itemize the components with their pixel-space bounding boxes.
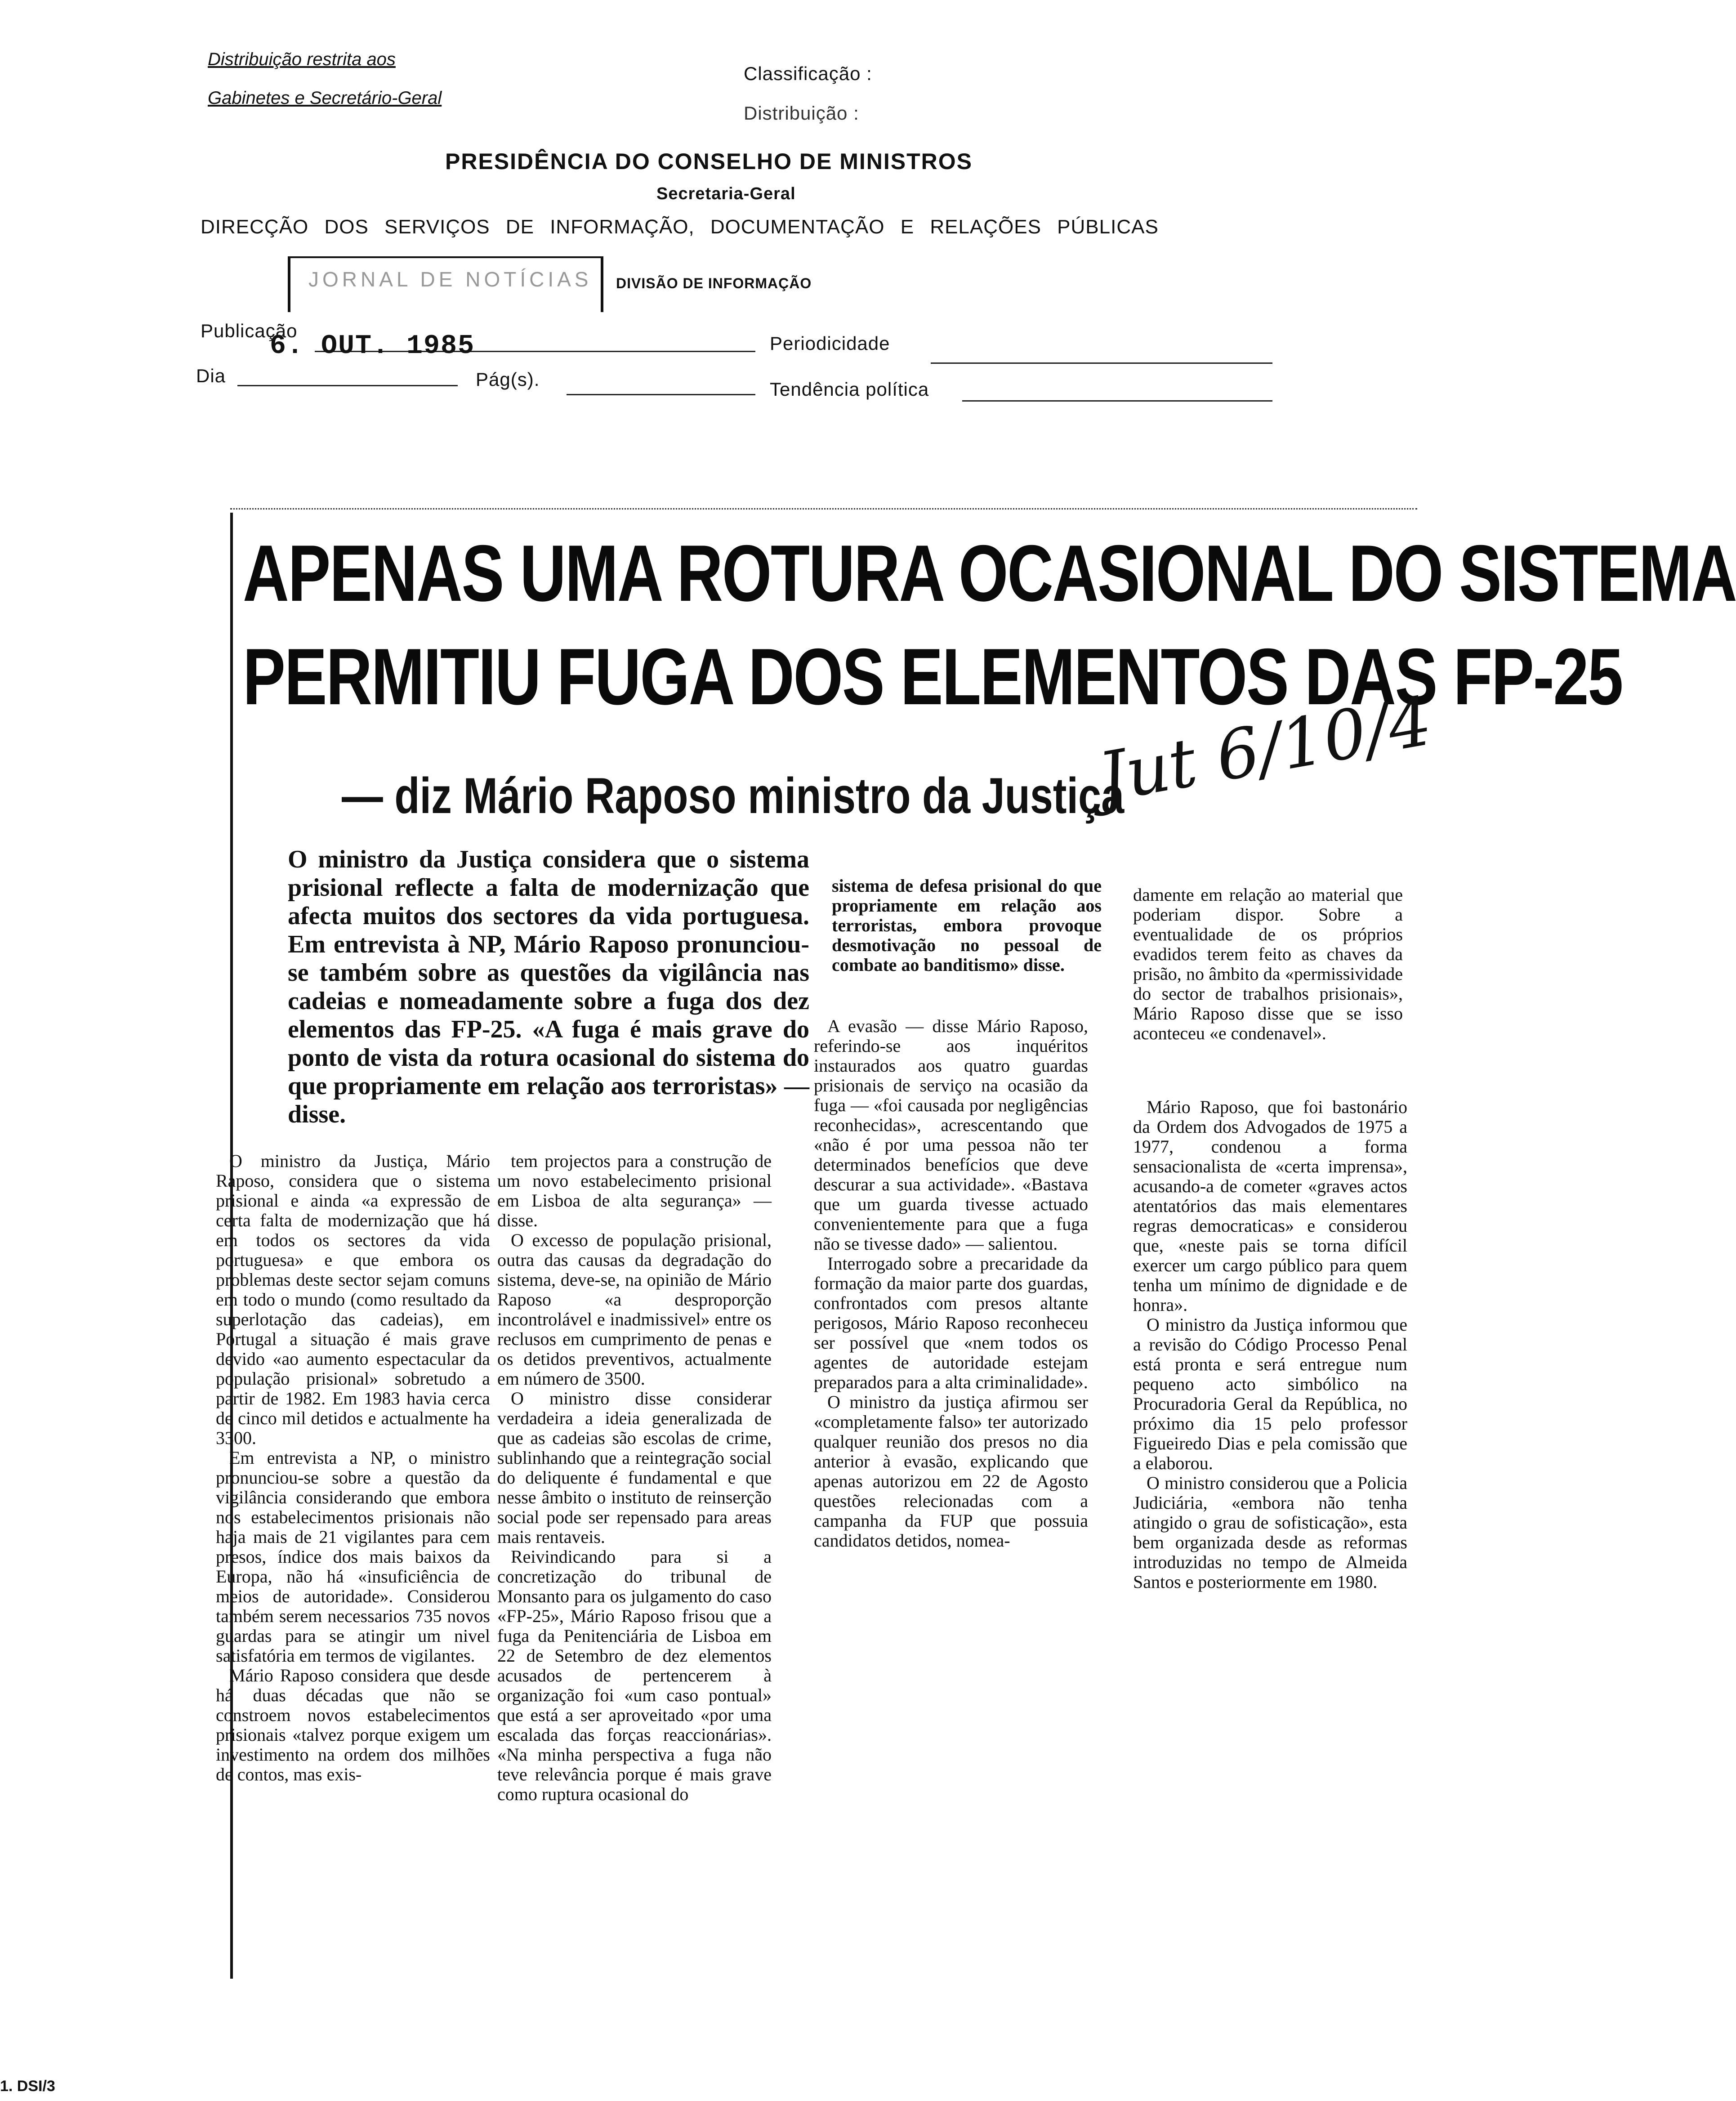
col3-paragraph: O ministro da justiça afirmou ser «completamente falso» ter autorizado qualquer reunião dos presos no dia anterior à evasão, explicando que apenas autorizou em 22 de Agosto questões relecionadas com a campanha da FUP que possuia candidatos detidos, nomea-	[814, 1392, 1088, 1551]
col2-paragraph: O excesso de população prisional, outra das causas da degradação do sistema, deve-se, na opinião de Mário Raposo «a desproporção incontrolável e inadmissivel» entre os reclusos em cumprimento de penas e os detidos preventivos, actualmente em número de 3500.	[497, 1230, 772, 1389]
col1-paragraph: Em entrevista a NP, o ministro pronunciou-se sobre a questão da vigilância considerando que embora nos estabelecimentos prisionais não haja mais de 21 vigilantes para cem presos, índice dos mais baixos da Europa, não há «insuficiência de meios de autoridade». Considerou também serem necessarios 735 novos guardas para se atingir um nivel satisfatória em termos de vigilantes.	[216, 1448, 490, 1666]
pags-label: Pág(s).	[476, 369, 540, 390]
publication-stamp	[288, 256, 603, 312]
periodicidade-label: Periodicidade	[770, 333, 890, 354]
secretaria-geral: Secretaria-Geral	[656, 184, 796, 203]
classificacao-label: Classificação :	[744, 63, 872, 84]
column-3	[814, 1016, 1088, 1551]
direccao-servicos: DIRECÇÃO DOS SERVIÇOS DE INFORMAÇÃO, DOCUMENTAÇÃO E RELAÇÕES PÚBLICAS	[201, 216, 1159, 238]
distribuicao-label: Distribuição :	[744, 103, 859, 124]
col4-paragraph: O ministro da Justiça informou que a revisão do Código Processo Penal está pronta e será entregue num pequeno acto simbólico na Procuradoria Geral da República, no próximo dia 15 pelo professor Figueiredo Dias e pela comissão que a elaborou.	[1133, 1314, 1407, 1473]
col1-paragraph: O ministro da Justiça, Mário Raposo, considera que o sistema prisional e ainda «a expressão de certa falta de modernização que há em todos os sectores da vida portuguesa» e que embora os problemas deste sector sejam comuns em todo o mundo (como resultado da superlotação das cadeias), em Portugal a situação é mais grave devido «ao aumento espectacular da população prisional» sobretudo a partir de 1982. Em 1983 havia cerca de cinco mil detidos e actualmente ha 3300.	[216, 1151, 490, 1448]
column-2	[497, 1151, 772, 1804]
restricted-distribution-line2: Gabinetes e Secretário-Geral	[208, 88, 442, 108]
col4-top-text: damente em relação ao material que poderiam dispor. Sobre a eventualidade de os próprios evadidos terem feito as chaves da prisão, no âmbito da «permissividade do sector de trabalhos prisionais», Mário Raposo disse que se isso aconteceu «e condenavel».	[1133, 885, 1403, 1043]
footer-code: 1. DSI/3	[0, 2078, 55, 2095]
publicacao-label: Publicação	[201, 320, 298, 341]
divisao-informacao: DIVISÃO DE INFORMAÇÃO	[616, 275, 812, 291]
col4-paragraph: O ministro considerou que a Policia Judiciária, «embora não tenha atingido o grau de sofisticação», esta bem organizada desde as reformas introduzidas no tempo de Almeida Santos e posteriormente em 1980.	[1133, 1473, 1407, 1592]
pags-line	[567, 394, 755, 395]
tendencia-line	[962, 400, 1272, 402]
headline-line2: PERMITIU FUGA DOS ELEMENTOS DAS FP-25	[243, 632, 1623, 721]
periodicidade-line	[931, 362, 1272, 364]
headline-line1: APENAS UMA ROTURA OCASIONAL DO SISTEMA	[243, 528, 1736, 618]
dia-line	[237, 385, 458, 386]
presidencia-title: PRESIDÊNCIA DO CONSELHO DE MINISTROS	[445, 149, 973, 174]
dia-label: Dia	[196, 365, 226, 386]
col3-paragraph: Interrogado sobre a precaridade da formação da maior parte dos guardas, confrontados com presos altante perigosos, Mário Raposo reconheceu ser possível que «nem todos os agentes de autoridade estejam preparados para a alta criminalidade».	[814, 1253, 1088, 1392]
subheadline: — diz Mário Raposo ministro da Justiça	[342, 768, 1125, 824]
col3-paragraph: A evasão — disse Mário Raposo, referindo-se aos inquéritos instaurados aos quatro guardas prisionais de serviço na ocasião da fuga — «foi causada por negligências reconhecidas», acrescentando que «não é por uma pessoa não ter determinados benefícios que deve descurar a sua actividade». «Bastava que um guarda tivesse actuado convenientemente para que a fuga não se tivesse dado» — salientou.	[814, 1016, 1088, 1254]
col2-paragraph: Reivindicando para si a concretização do tribunal de Monsanto para os julgamento do caso «FP-25», Mário Raposo frisou que a fuga da Penitenciária de Lisboa em 22 de Setembro de dez elementos acusados de pertencerem à organização foi «um caso pontual» que está a ser aproveitado «por uma escalada das forças reaccionárias». «Na minha perspectiva a fuga não teve relevância porque é mais grave como ruptura ocasional do	[497, 1547, 772, 1804]
handwritten-note: Jut 6/10/4	[1093, 682, 1437, 818]
col4-paragraph: Mário Raposo, que foi bastonário da Ordem dos Advogados de 1975 a 1977, condenou a forma sensacionalista de «certa imprensa», acusando-a de cometer «graves actos atentatórios das mais elementares regras democraticas» e considerou que, «neste pais se torna difícil exercer um cargo público para quem tenha um mínimo de dignidade e de honra».	[1133, 1097, 1407, 1315]
col2-paragraph: tem projectos para a construção de um novo estabelecimento prisional em Lisboa de alta segurança» — disse.	[497, 1151, 772, 1230]
date-stamp: 6. OUT. 1985	[270, 331, 475, 362]
lead-paragraph: O ministro da Justiça considera que o sistema prisional reflecte a falta de modernização que afecta muitos dos sectores da vida portuguesa. Em entrevista à NP, Mário Raposo pronunciou-se também sobre as questões da vigilância nas cadeias e nomeadamente sobre a fuga dos dez elementos das FP-25. «A fuga é mais grave do ponto de vista da rotura ocasional do sistema do que propriamente em relação aos terroristas» — disse.	[288, 845, 809, 1128]
col2-paragraph: O ministro disse considerar verdadeira a ideia generalizada de que as cadeias são escolas de crime, sublinhando que a reintegração social do deliquente é fundamental e que nesse âmbito o instituto de reinserção social pode ser repensado para areas mais rentaveis.	[497, 1388, 772, 1547]
stamp-text: JORNAL DE NOTÍCIAS	[308, 268, 592, 291]
column-4	[1133, 1097, 1407, 1592]
col1-paragraph: Mário Raposo considera que desde há duas décadas que não se constroem novos estabelecimentos prisionais «talvez porque exigem um investimento na ordem dos milhões de contos, mas exis-	[216, 1665, 490, 1784]
tendencia-label: Tendência política	[770, 379, 929, 400]
clipping-top-edge	[230, 508, 1417, 510]
column-1	[216, 1151, 490, 1784]
restricted-distribution-line1: Distribuição restrita aos	[208, 49, 396, 69]
lead-continuation: sistema de defesa prisional do que propriamente em relação aos terroristas, embora provoque desmotivação no pessoal de combate ao banditismo» disse.	[832, 876, 1102, 975]
